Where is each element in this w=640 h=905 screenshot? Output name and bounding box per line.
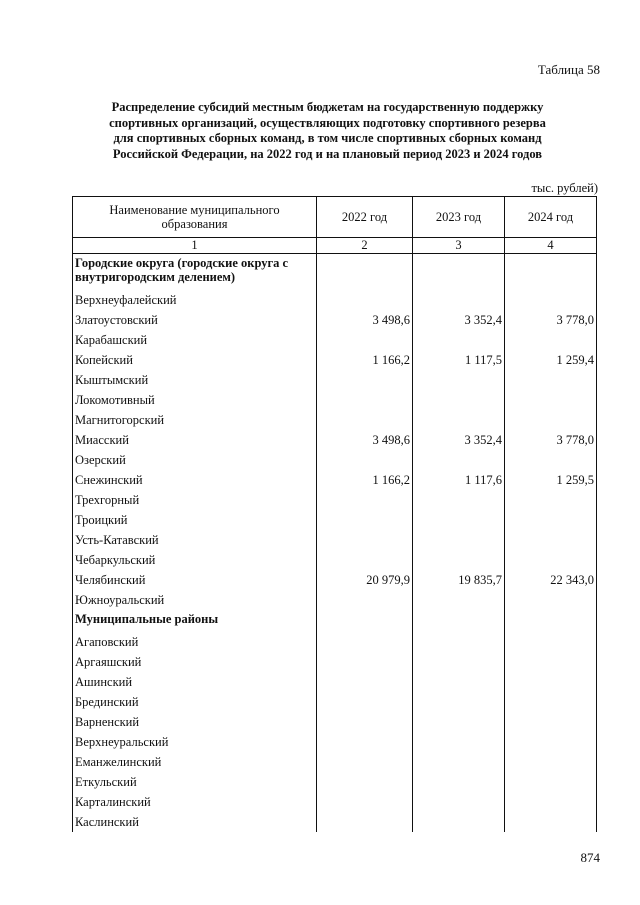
municipality-name: Кыштымский <box>73 370 317 390</box>
municipality-name: Златоустовский <box>73 310 317 330</box>
value-2022 <box>317 652 413 672</box>
value-2022 <box>317 632 413 652</box>
value-2023 <box>413 752 505 772</box>
value-2024 <box>505 672 597 692</box>
value-2022 <box>317 732 413 752</box>
table-label: Таблица 58 <box>537 62 600 77</box>
municipality-name: Миасский <box>73 430 317 450</box>
municipality-name: Еманжелинский <box>73 752 317 772</box>
value-2024 <box>505 590 597 610</box>
value-2022 <box>317 410 413 430</box>
group-header-row <box>73 254 597 291</box>
value-2023 <box>413 550 505 570</box>
value-2024 <box>505 530 597 550</box>
value-2023: 3 352,4 <box>413 310 505 330</box>
table-row <box>73 430 597 450</box>
group-header-row <box>73 610 597 632</box>
value-2023 <box>413 672 505 692</box>
table-row <box>73 410 597 430</box>
municipality-name: Еткульский <box>73 772 317 792</box>
table-row <box>73 470 597 490</box>
value-2022: 3 498,6 <box>317 430 413 450</box>
table-row <box>73 330 597 350</box>
value-2022 <box>317 812 413 832</box>
value-2024 <box>505 732 597 752</box>
value-2022 <box>317 752 413 772</box>
value-2022 <box>317 330 413 350</box>
value-2022 <box>317 792 413 812</box>
value-2024 <box>505 490 597 510</box>
value-2023 <box>413 732 505 752</box>
value-2023 <box>413 792 505 812</box>
table-row <box>73 370 597 390</box>
value-2024 <box>505 370 597 390</box>
value-2022 <box>317 610 413 632</box>
value-2024 <box>505 254 597 291</box>
municipality-name: Муниципальные районы <box>73 610 317 632</box>
value-2023 <box>413 510 505 530</box>
table-row <box>73 310 597 330</box>
value-2024 <box>505 632 597 652</box>
municipality-name: Верхнеуральский <box>73 732 317 752</box>
value-2024 <box>505 652 597 672</box>
value-2022 <box>317 712 413 732</box>
value-2024: 22 343,0 <box>505 570 597 590</box>
value-2024 <box>505 510 597 530</box>
title-line: Российской Федерации, на 2022 год и на плановый период 2023 и 2024 годов <box>112 146 543 161</box>
table-body <box>73 254 597 833</box>
table-row <box>73 450 597 470</box>
value-2023: 19 835,7 <box>413 570 505 590</box>
municipality-name: Карталинский <box>73 792 317 812</box>
table-row <box>73 590 597 610</box>
value-2023 <box>413 530 505 550</box>
subsidy-table <box>72 196 597 832</box>
value-2024 <box>505 692 597 712</box>
title-line: спортивных организаций, осуществляющих подготовку спортивного резерва <box>109 115 546 130</box>
municipality-name: Снежинский <box>73 470 317 490</box>
column-header-2022: 2022 год <box>317 197 413 238</box>
column-number: 1 <box>73 238 317 254</box>
value-2022 <box>317 590 413 610</box>
table-row <box>73 570 597 590</box>
value-2023 <box>413 254 505 291</box>
title-line: для спортивных сборных команд, в том числе спортивных сборных команд <box>113 131 542 145</box>
value-2024 <box>505 330 597 350</box>
value-2023 <box>413 450 505 470</box>
table-row <box>73 530 597 550</box>
value-2022 <box>317 550 413 570</box>
value-2022 <box>317 390 413 410</box>
municipality-name: Аргаяшский <box>73 652 317 672</box>
municipality-name: Южноуральский <box>73 590 317 610</box>
column-header-2024: 2024 год <box>505 197 597 238</box>
table-row <box>73 290 597 310</box>
column-header-2023: 2023 год <box>413 197 505 238</box>
title-line: Распределение субсидий местным бюджетам на государственную поддержку <box>111 100 544 114</box>
table-row <box>73 632 597 652</box>
value-2022 <box>317 772 413 792</box>
table-row <box>73 390 597 410</box>
value-2024 <box>505 610 597 632</box>
municipality-name: Верхнеуфалейский <box>73 290 317 310</box>
table-row <box>73 712 597 732</box>
table-row <box>73 510 597 530</box>
value-2023 <box>413 490 505 510</box>
value-2022: 3 498,6 <box>317 310 413 330</box>
value-2024: 1 259,5 <box>505 470 597 490</box>
value-2022 <box>317 450 413 470</box>
column-number-row <box>73 238 597 254</box>
table-row <box>73 772 597 792</box>
value-2023 <box>413 632 505 652</box>
value-2024 <box>505 550 597 570</box>
value-2024 <box>505 290 597 310</box>
value-2023 <box>413 692 505 712</box>
municipality-name: Локомотивный <box>73 390 317 410</box>
value-2023 <box>413 590 505 610</box>
value-2023 <box>413 390 505 410</box>
page-number: 874 <box>580 850 600 865</box>
value-2024 <box>505 792 597 812</box>
municipality-name: Усть-Катавский <box>73 530 317 550</box>
value-2022 <box>317 530 413 550</box>
value-2022: 1 166,2 <box>317 350 413 370</box>
value-2022 <box>317 672 413 692</box>
table-row <box>73 350 597 370</box>
table-row <box>73 672 597 692</box>
value-2022 <box>317 254 413 291</box>
header-row <box>73 197 597 238</box>
value-2023 <box>413 330 505 350</box>
municipality-name: Челябинский <box>73 570 317 590</box>
table-row <box>73 812 597 832</box>
municipality-name: Копейский <box>73 350 317 370</box>
column-number: 3 <box>413 238 505 254</box>
column-header-name: Наименование муниципального образования <box>73 197 317 238</box>
value-2023 <box>413 712 505 732</box>
table-row <box>73 692 597 712</box>
municipality-name: Карабашский <box>73 330 317 350</box>
value-2023 <box>413 652 505 672</box>
municipality-name: Варненский <box>73 712 317 732</box>
table-row <box>73 550 597 570</box>
municipality-name: Чебаркульский <box>73 550 317 570</box>
column-number: 4 <box>505 238 597 254</box>
table-row <box>73 752 597 772</box>
value-2024 <box>505 812 597 832</box>
table-row <box>73 792 597 812</box>
value-2024 <box>505 712 597 732</box>
value-2022 <box>317 692 413 712</box>
value-2023: 3 352,4 <box>413 430 505 450</box>
value-2023 <box>413 370 505 390</box>
value-2024 <box>505 390 597 410</box>
value-2023 <box>413 410 505 430</box>
value-2022 <box>317 290 413 310</box>
value-2024 <box>505 450 597 470</box>
table-row <box>73 732 597 752</box>
municipality-name: Агаповский <box>73 632 317 652</box>
value-2022 <box>317 370 413 390</box>
value-2024 <box>505 752 597 772</box>
value-2023: 1 117,6 <box>413 470 505 490</box>
table-row <box>73 652 597 672</box>
municipality-name: Каслинский <box>73 812 317 832</box>
column-number: 2 <box>317 238 413 254</box>
value-2024: 1 259,4 <box>505 350 597 370</box>
municipality-name: Трехгорный <box>73 490 317 510</box>
value-2023 <box>413 772 505 792</box>
value-2022: 1 166,2 <box>317 470 413 490</box>
municipality-name: Озерский <box>73 450 317 470</box>
value-2023 <box>413 290 505 310</box>
value-2023 <box>413 610 505 632</box>
units-label: тыс. рублей) <box>531 181 598 195</box>
municipality-name: Брединский <box>73 692 317 712</box>
value-2023: 1 117,5 <box>413 350 505 370</box>
municipality-name: Ашинский <box>73 672 317 692</box>
value-2024 <box>505 410 597 430</box>
value-2022: 20 979,9 <box>317 570 413 590</box>
value-2024: 3 778,0 <box>505 310 597 330</box>
value-2022 <box>317 510 413 530</box>
municipality-name: Городские округа (городские округа с внутригородским делением) <box>73 254 317 291</box>
municipality-name: Троицкий <box>73 510 317 530</box>
document-title <box>70 100 585 162</box>
value-2023 <box>413 812 505 832</box>
value-2024: 3 778,0 <box>505 430 597 450</box>
value-2024 <box>505 772 597 792</box>
municipality-name: Магнитогорский <box>73 410 317 430</box>
table-row <box>73 490 597 510</box>
value-2022 <box>317 490 413 510</box>
